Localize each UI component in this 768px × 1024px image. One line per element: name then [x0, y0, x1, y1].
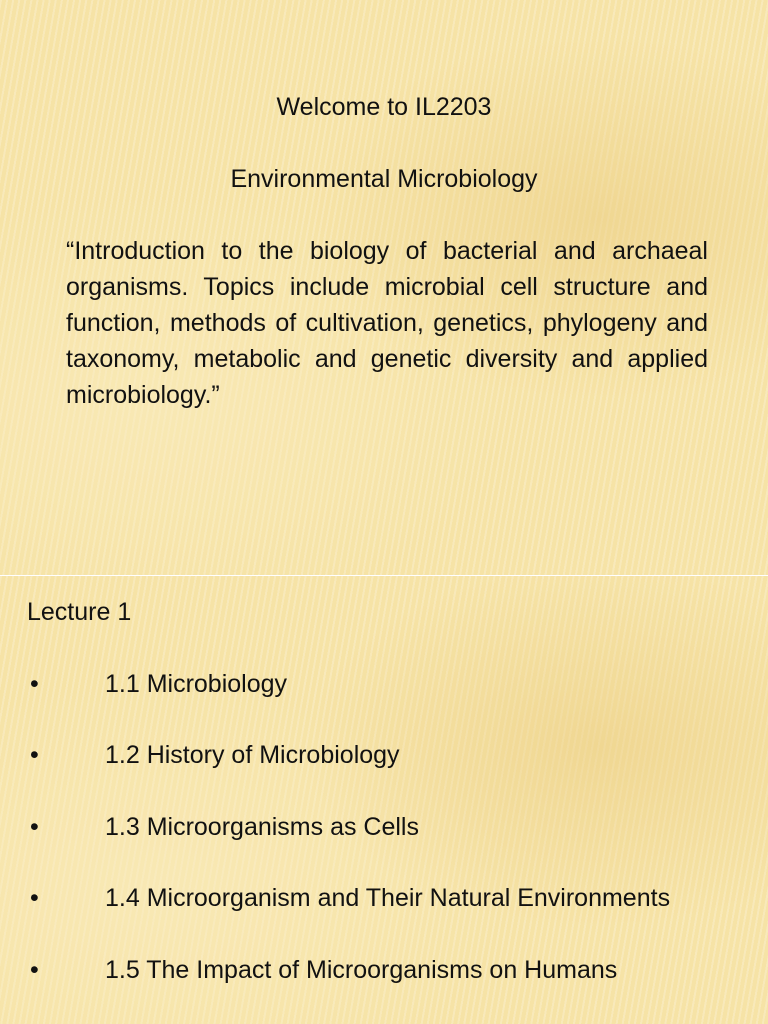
bullet-icon: • — [30, 956, 39, 984]
topic-label: 1.5 The Impact of Microorganisms on Humans — [105, 956, 618, 984]
list-item — [30, 954, 760, 986]
course-subtitle: Environmental Microbiology — [230, 165, 538, 193]
bullet-icon: • — [30, 670, 39, 698]
bullet-icon: • — [30, 813, 39, 841]
list-item — [30, 882, 760, 914]
list-item — [30, 811, 760, 843]
topic-label: 1.4 Microorganism and Their Natural Environments — [105, 884, 671, 912]
list-item — [30, 668, 760, 700]
topic-label: 1.2 History of Microbiology — [105, 741, 400, 769]
topic-label: 1.1 Microbiology — [105, 670, 288, 698]
topic-label: 1.3 Microorganisms as Cells — [105, 813, 419, 841]
course-description: “Introduction to the biology of bacterial and archaeal organisms. Topics include microbial cell structure and function, methods of cultivation, genetics, phylogeny and taxonomy, metabolic and genetic diversity and applied microbiology.” — [66, 237, 708, 409]
lecture-heading: Lecture 1 — [27, 598, 132, 626]
slide-lecture-outline — [0, 576, 768, 1024]
bullet-icon: • — [30, 741, 39, 769]
bullet-icon: • — [30, 884, 39, 912]
course-title: Welcome to IL2203 — [276, 93, 492, 121]
list-item — [30, 739, 760, 771]
